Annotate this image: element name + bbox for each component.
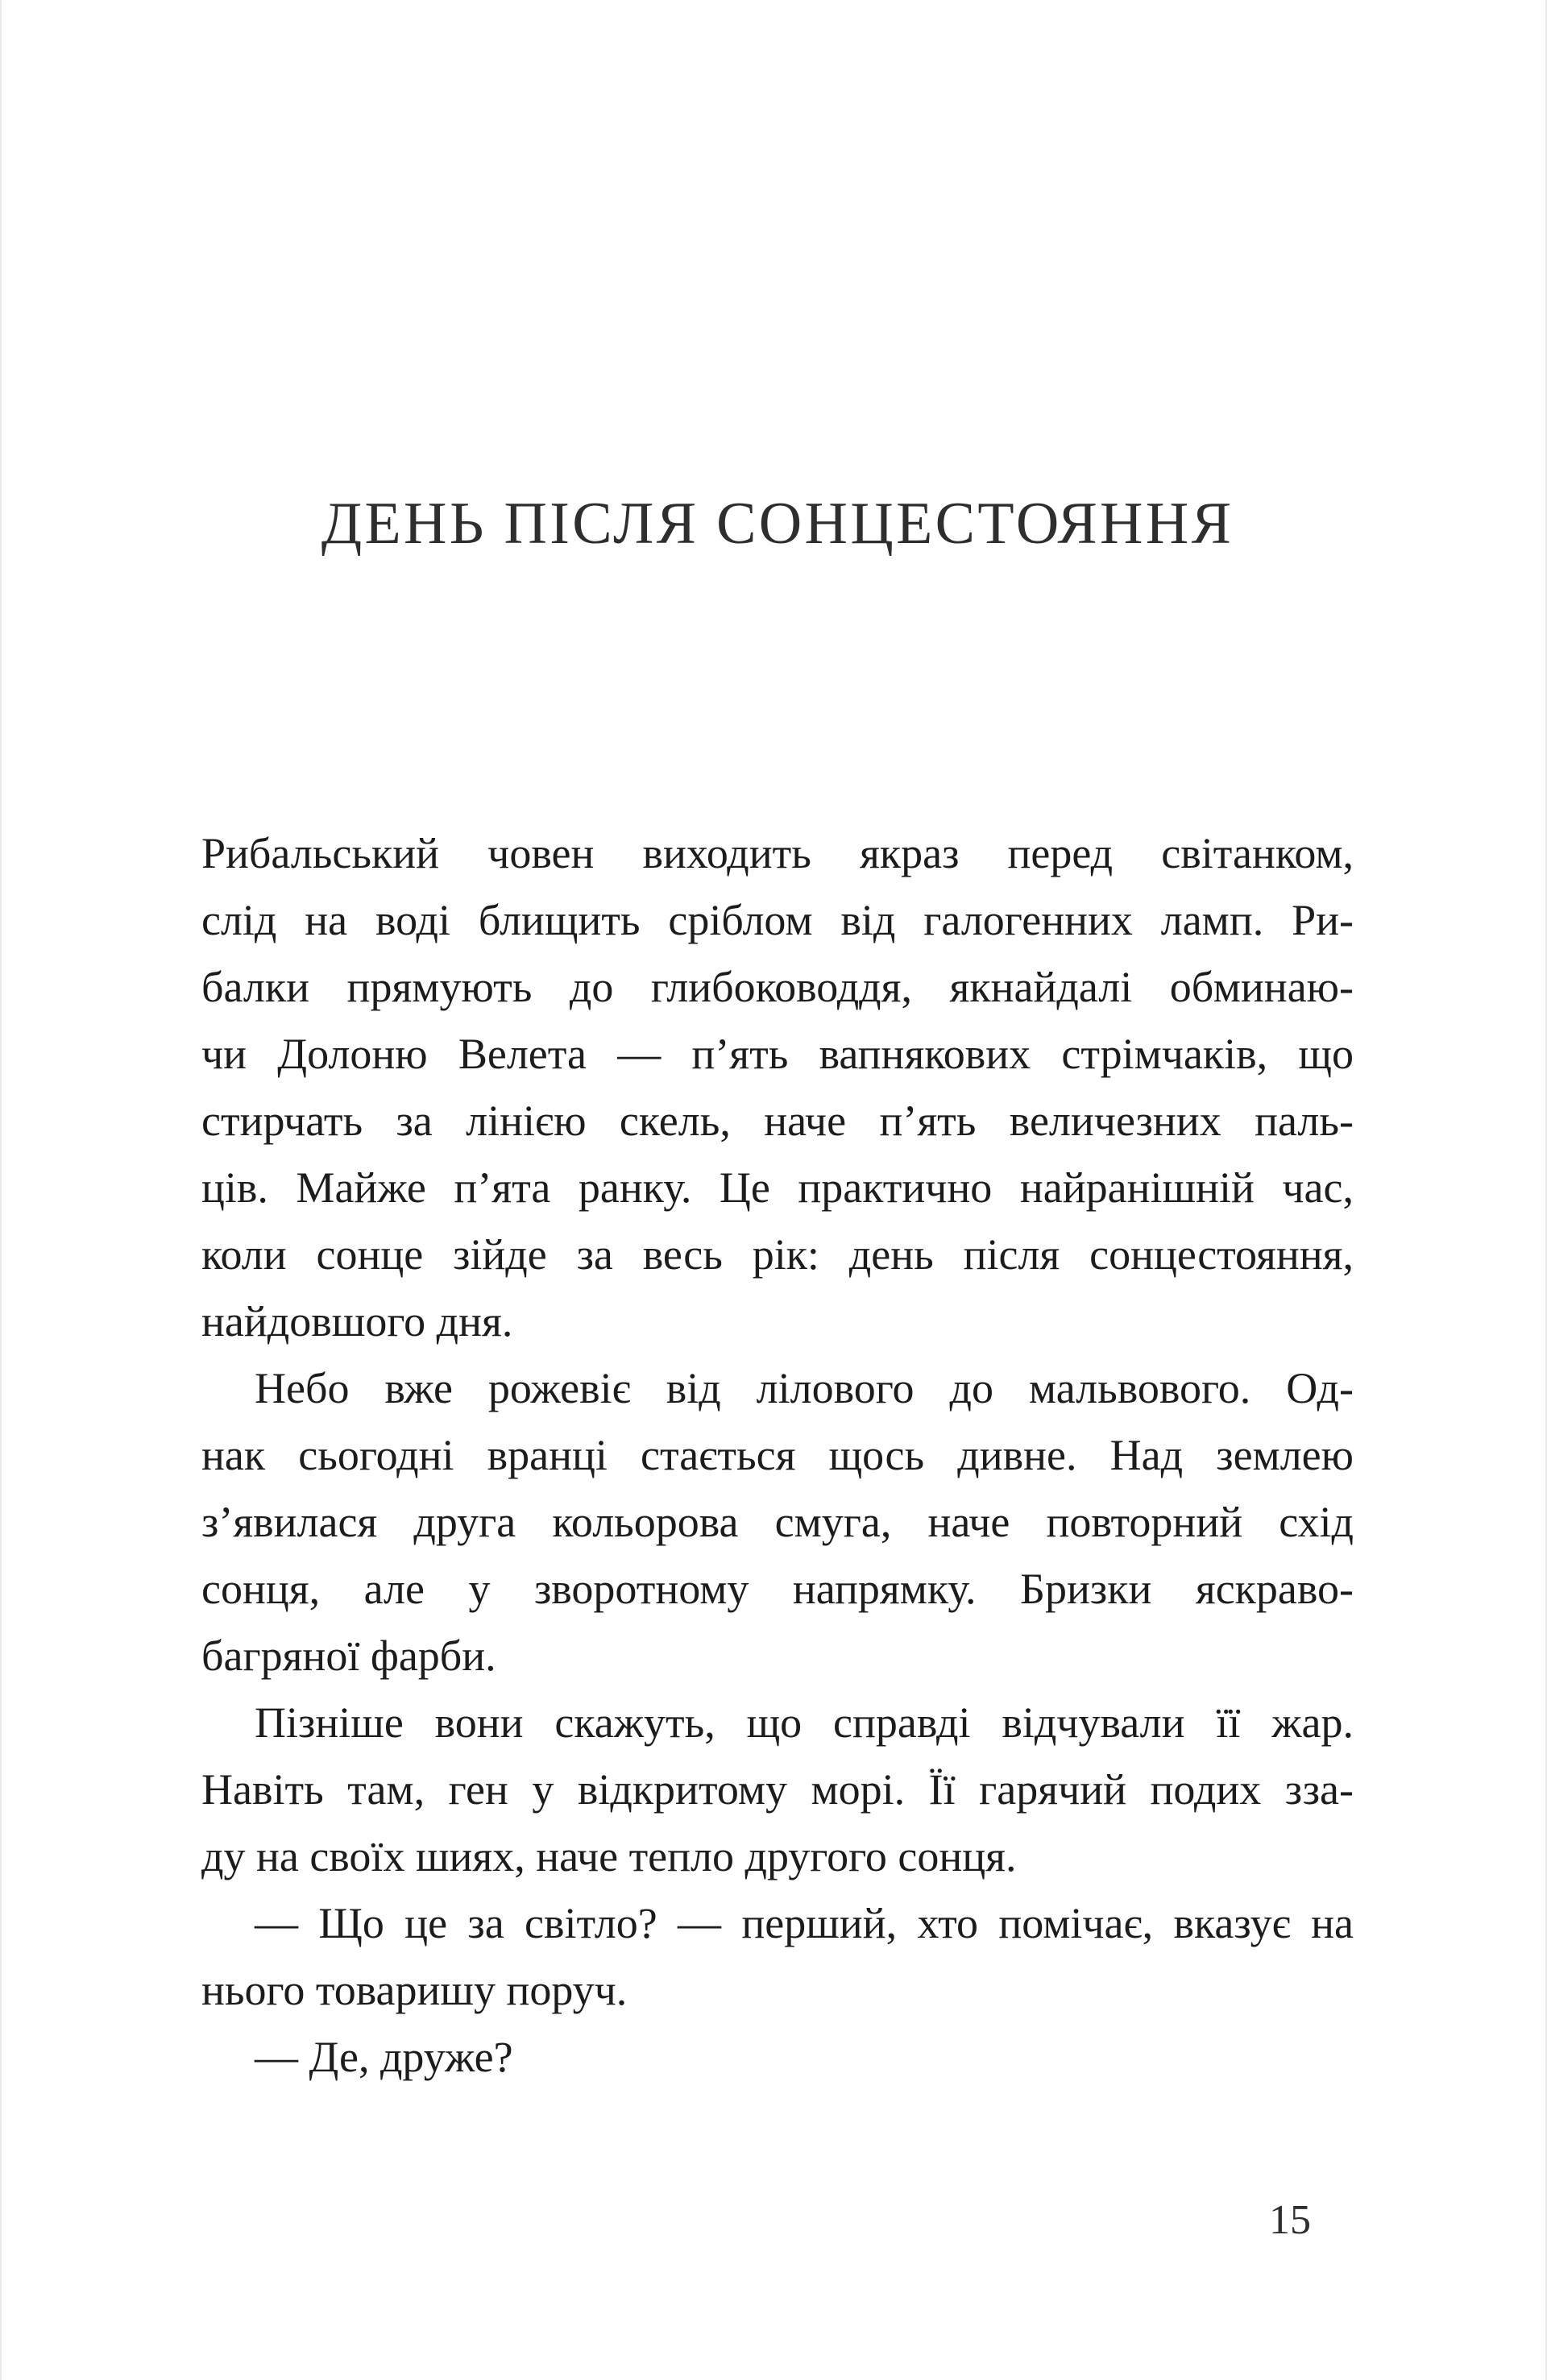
- text-line: стирчать за лінією скель, наче п’ять величезних паль-: [201, 1097, 1354, 1145]
- text-line: коли сонце зійде за весь рік: день після сонцестояння,: [201, 1230, 1354, 1279]
- text-line: балки прямують до глибоководдя, якнайдалі обминаю-: [201, 963, 1354, 1011]
- text-line: ду на своїх шиях, наче тепло другого сонця.: [201, 1832, 1017, 1880]
- text-line: сонця, але у зворотному напрямку. Бризки яскраво-: [201, 1565, 1354, 1613]
- text-line: слід на воді блищить сріблом від галогенних ламп. Ри-: [201, 896, 1354, 944]
- text-line: з’явилася друга кольорова смуга, наче повторний схід: [201, 1498, 1354, 1546]
- text-line: — Де, друже?: [255, 2033, 513, 2081]
- text-line: нього товаришу поруч.: [201, 1966, 628, 2014]
- text-line: ців. Майже п’ята ранку. Це практично найранішній час,: [201, 1163, 1354, 1212]
- chapter-title: ДЕНЬ ПІСЛЯ СОНЦЕСТОЯННЯ: [321, 491, 1234, 557]
- text-line: найдовшого дня.: [201, 1297, 513, 1345]
- text-line: — Що це за світло? — перший, хто помічає, вказує на: [255, 1899, 1354, 1947]
- text-line: нак сьогодні вранці стається щось дивне. Над землею: [201, 1431, 1354, 1479]
- text-line: Рибальський човен виходить якраз перед світанком,: [201, 829, 1354, 877]
- text-line: Пізніше вони скажуть, що справді відчували її жар.: [255, 1698, 1354, 1747]
- text-line: чи Долоню Велета — п’ять вапнякових стрімчаків, що: [201, 1030, 1354, 1078]
- text-line: Навіть там, ген у відкритому морі. Її гарячий подих зза-: [201, 1765, 1354, 1814]
- body-text: [201, 820, 1354, 2091]
- text-line: Небо вже рожевіє від лілового до мальвового. Од-: [255, 1364, 1354, 1412]
- text-line: багряної фарби.: [201, 1632, 496, 1680]
- page-number: 15: [1269, 2197, 1311, 2243]
